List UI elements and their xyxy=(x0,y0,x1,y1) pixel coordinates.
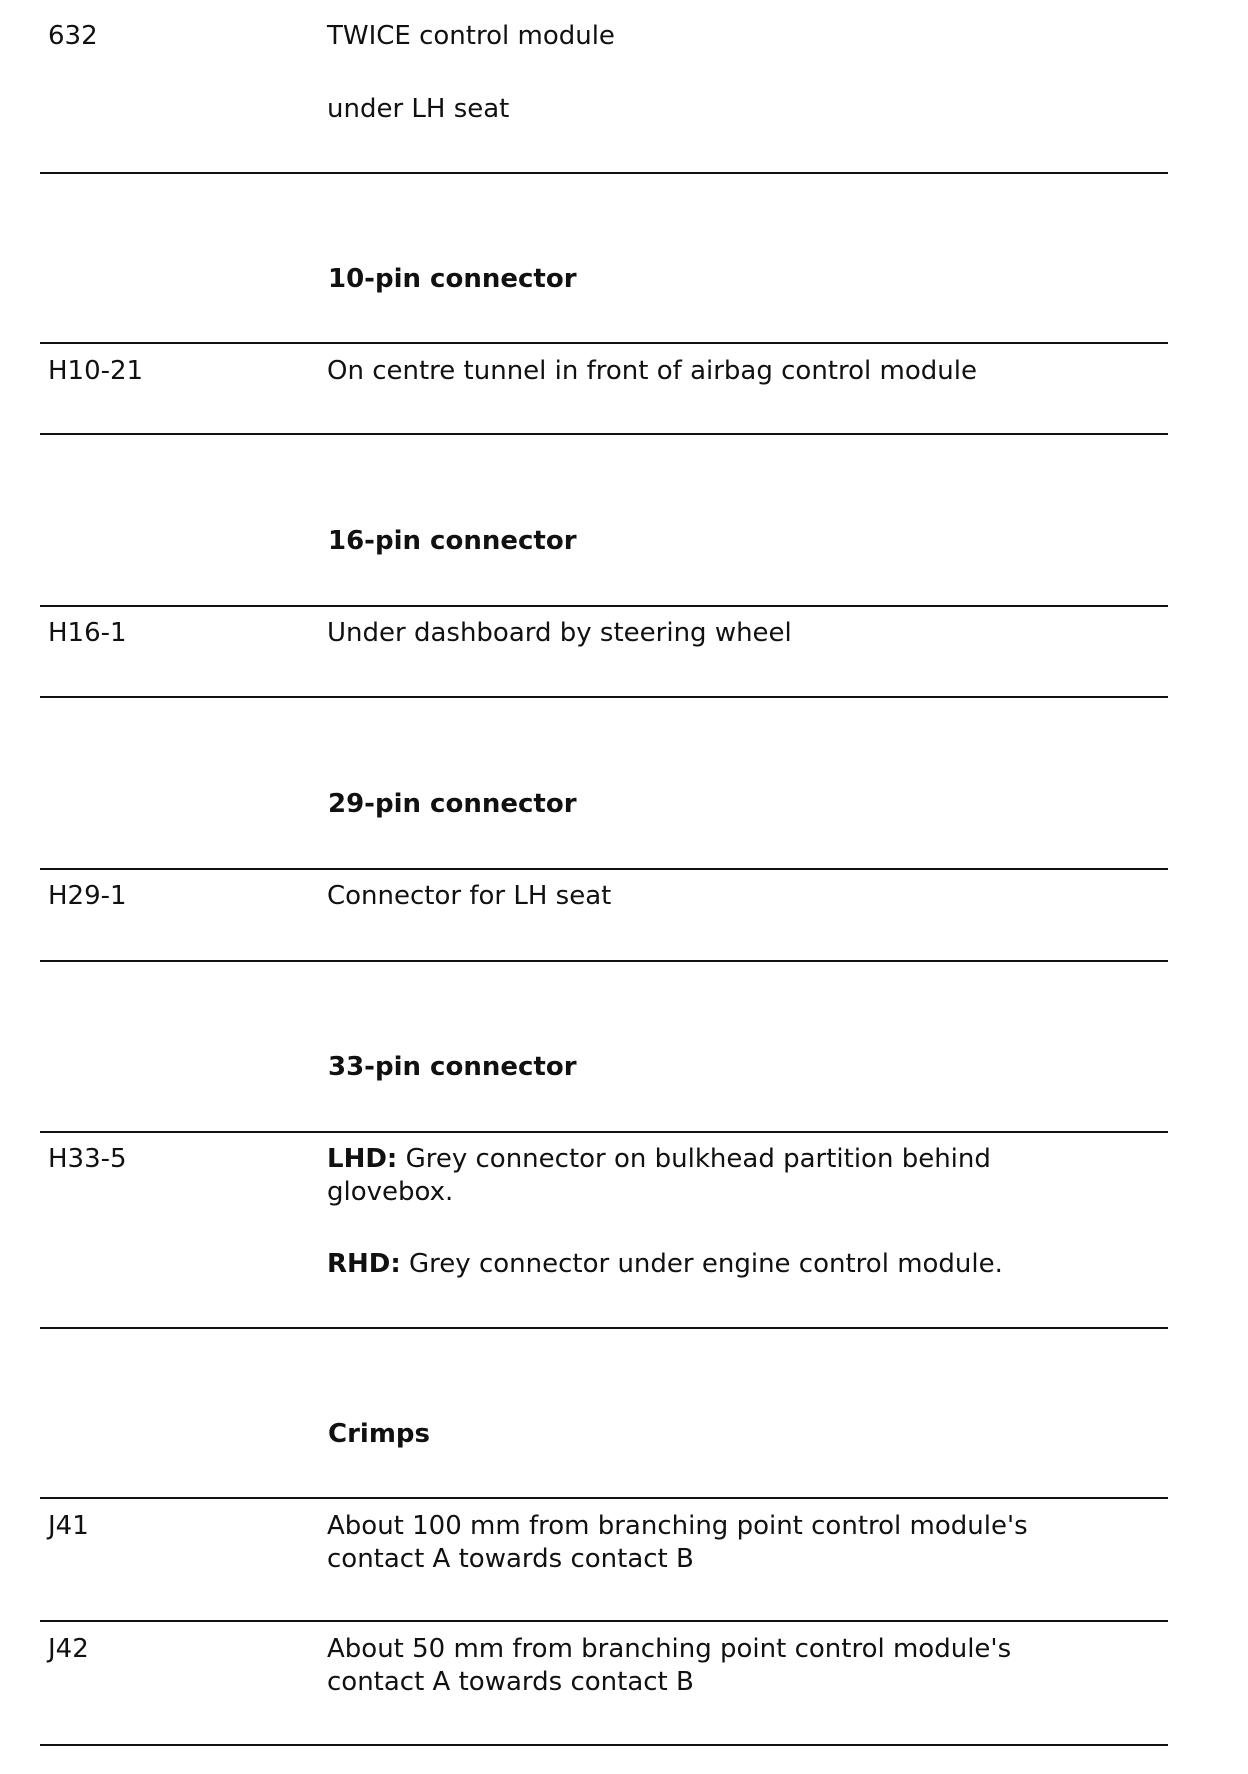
section-heading-10-pin: 10-pin connector xyxy=(328,264,577,294)
divider xyxy=(40,696,1168,698)
row-desc-h33-5-lhd xyxy=(327,1143,991,1175)
divider xyxy=(40,605,1168,607)
divider xyxy=(40,1497,1168,1499)
divider xyxy=(40,1620,1168,1622)
divider xyxy=(40,172,1168,174)
divider xyxy=(40,1131,1168,1133)
section-heading-16-pin: 16-pin connector xyxy=(328,526,577,556)
section-heading-33-pin: 33-pin connector xyxy=(328,1052,577,1082)
row-code-632: 632 xyxy=(48,21,98,51)
lhd-label: LHD: xyxy=(327,1144,398,1174)
row-desc-632-line1: TWICE control module xyxy=(327,21,615,51)
row-code-h16-1: H16-1 xyxy=(48,618,127,648)
row-desc-j42-line2: contact A towards contact B xyxy=(327,1667,694,1697)
divider xyxy=(40,1327,1168,1329)
row-code-h29-1: H29-1 xyxy=(48,881,127,911)
row-desc-h33-5-lhd-cont: glovebox. xyxy=(327,1177,454,1207)
row-desc-h29-1: Connector for LH seat xyxy=(327,881,612,911)
row-desc-632-line2: under LH seat xyxy=(327,94,510,124)
row-desc-h16-1: Under dashboard by steering wheel xyxy=(327,618,792,648)
row-code-j42: J42 xyxy=(48,1634,89,1664)
row-desc-j41-line2: contact A towards contact B xyxy=(327,1544,694,1574)
divider xyxy=(40,342,1168,344)
section-heading-crimps: Crimps xyxy=(328,1419,430,1449)
row-desc-j42-line1: About 50 mm from branching point control module's xyxy=(327,1634,1012,1664)
lhd-text: Grey connector on bulkhead partition behind xyxy=(397,1144,991,1174)
rhd-text: Grey connector under engine control module. xyxy=(400,1249,1003,1279)
divider xyxy=(40,433,1168,435)
divider xyxy=(40,868,1168,870)
row-code-h10-21: H10-21 xyxy=(48,356,144,386)
row-desc-h33-5-rhd xyxy=(327,1248,1003,1280)
row-code-j41: J41 xyxy=(48,1511,89,1541)
divider xyxy=(40,960,1168,962)
section-heading-29-pin: 29-pin connector xyxy=(328,789,577,819)
row-desc-h10-21: On centre tunnel in front of airbag control module xyxy=(327,356,977,386)
divider xyxy=(40,1744,1168,1746)
rhd-label: RHD: xyxy=(327,1249,401,1279)
row-code-h33-5: H33-5 xyxy=(48,1144,127,1174)
row-desc-j41-line1: About 100 mm from branching point control module's xyxy=(327,1511,1028,1541)
